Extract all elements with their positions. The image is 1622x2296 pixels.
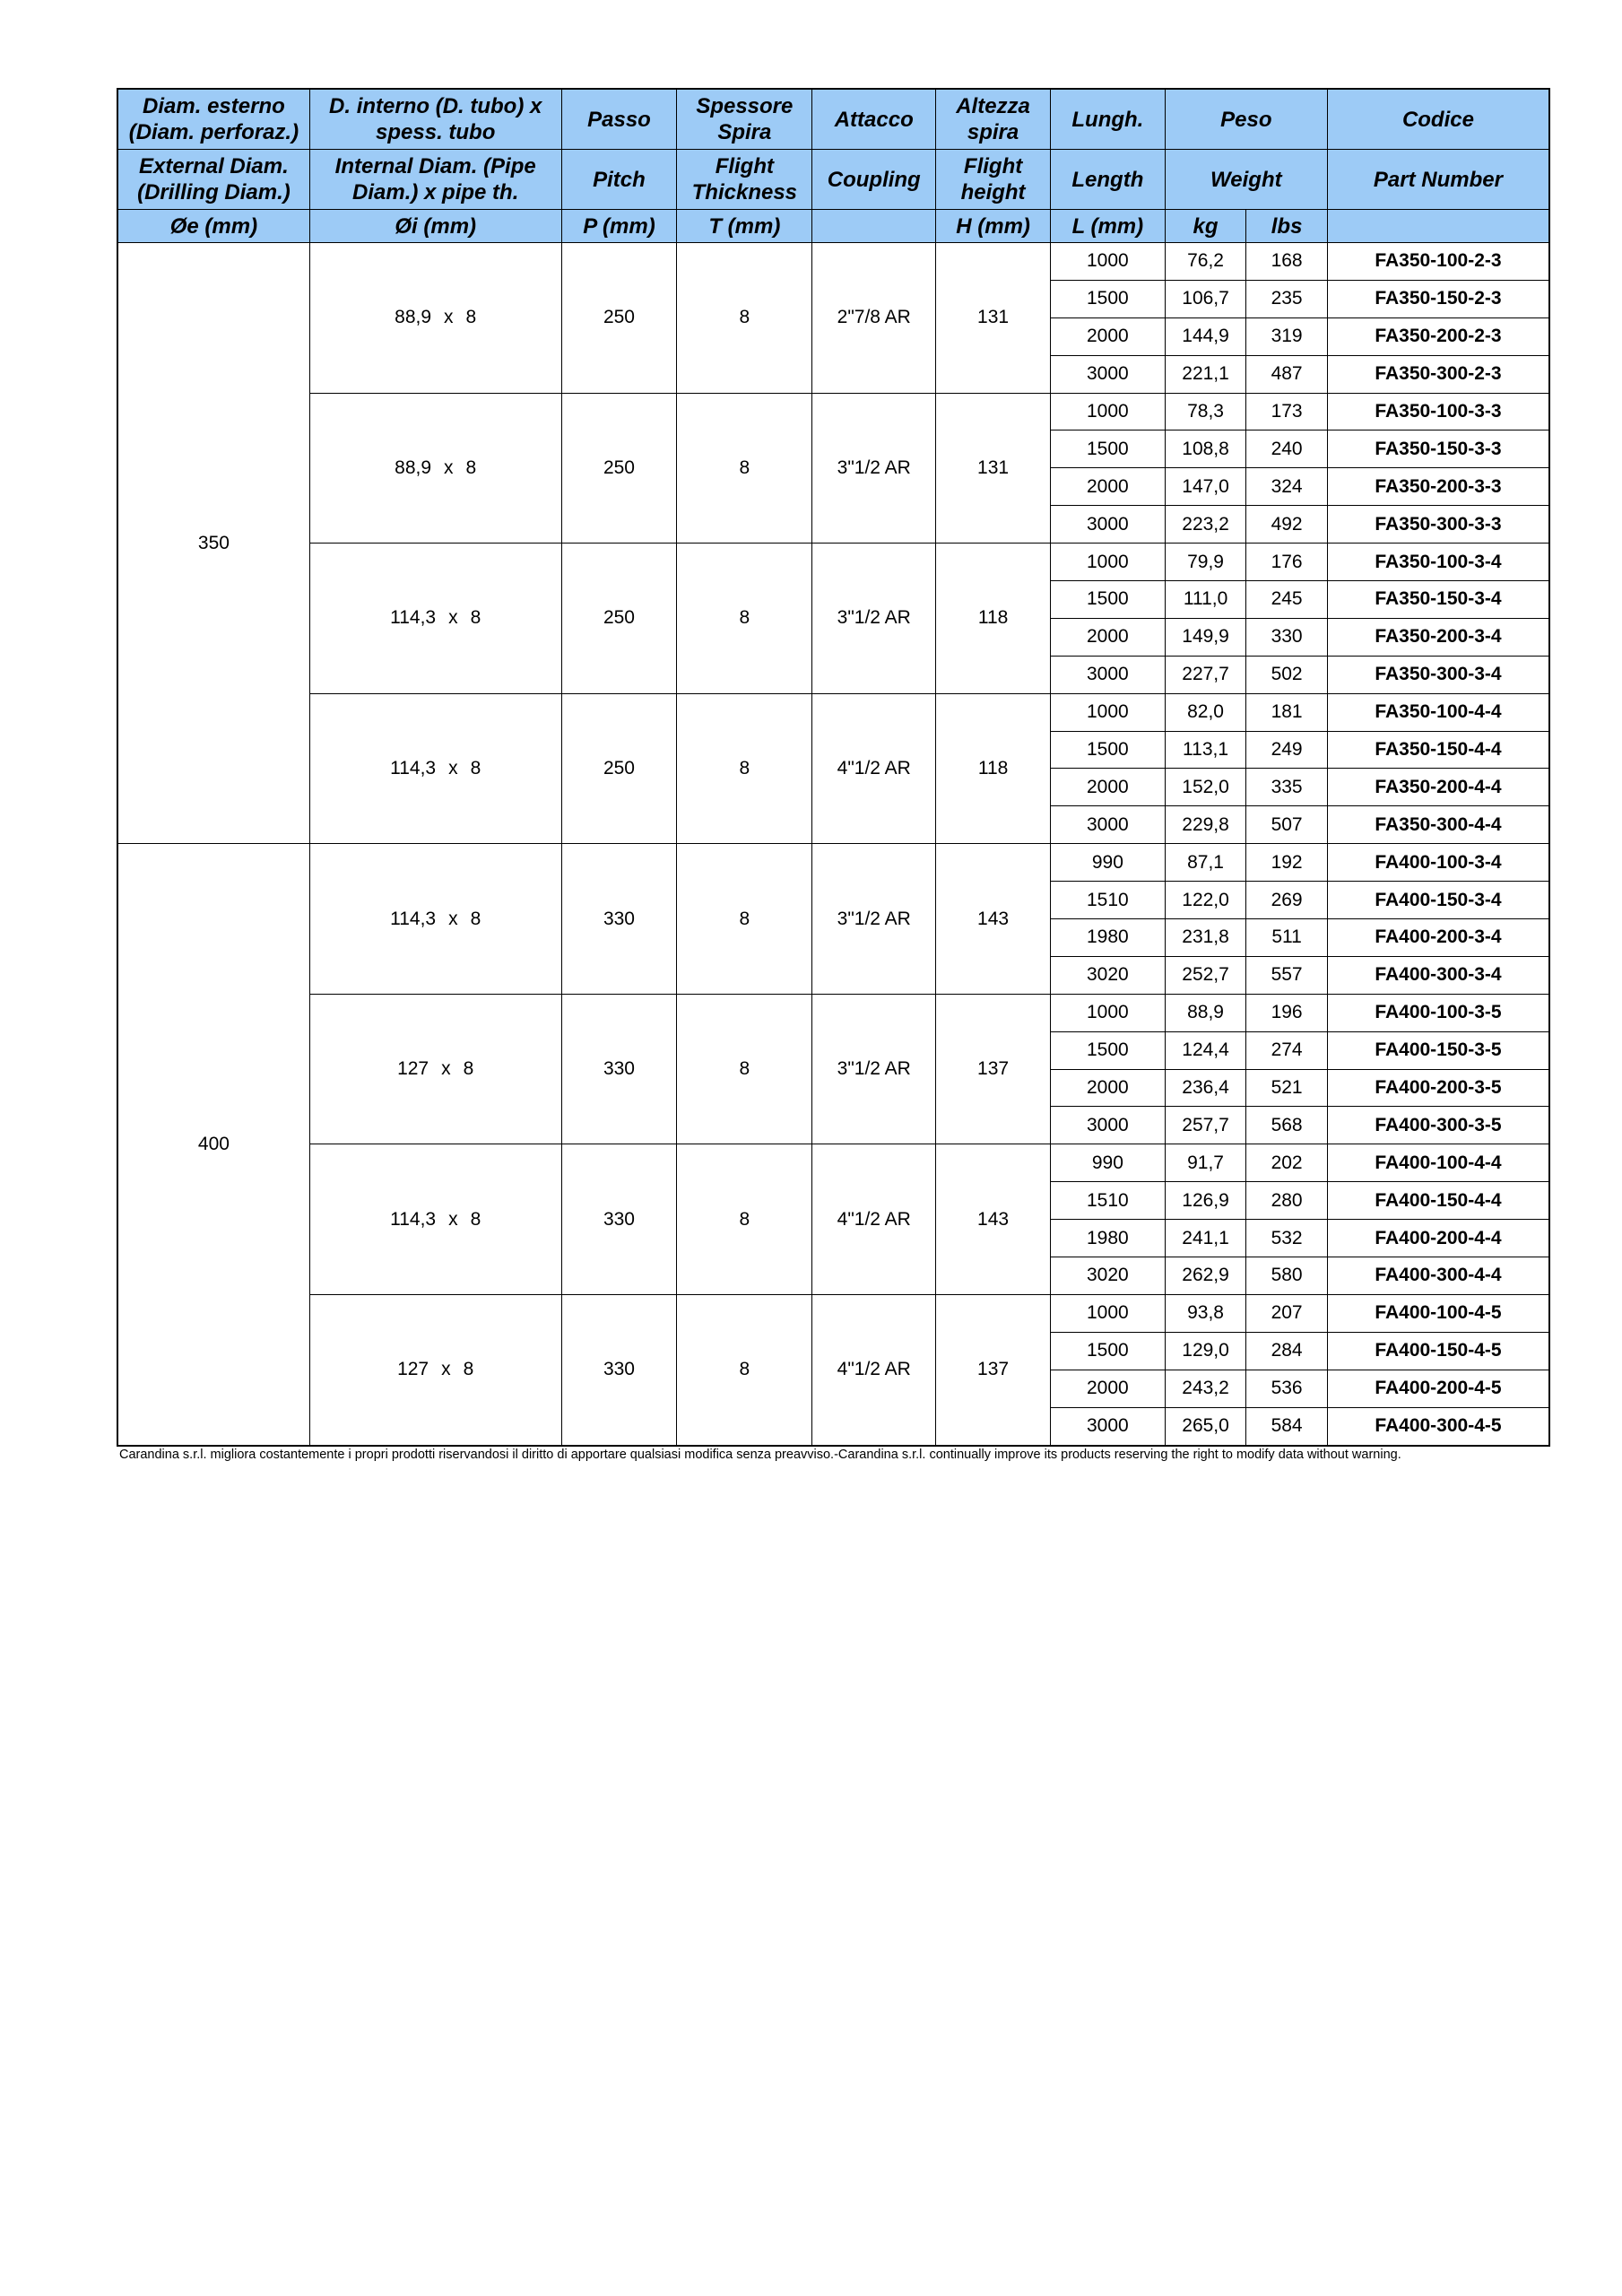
table-row [117,544,1549,581]
header-peso: Peso [1165,89,1327,150]
length-cell: 1000 [1050,393,1165,430]
weight-kg-cell: 223,2 [1165,506,1246,544]
length-cell: 1500 [1050,280,1165,317]
flight-height-cell: 118 [936,544,1051,694]
flight-thickness-cell: 8 [677,393,812,544]
unit-kg: kg [1165,210,1246,243]
pipe-thickness: 8 [470,607,481,629]
weight-kg-cell: 93,8 [1165,1294,1246,1332]
flight-height-cell: 137 [936,994,1051,1144]
length-cell: 990 [1050,1144,1165,1182]
table-header [117,89,1549,243]
weight-lbs-cell: 280 [1246,1182,1328,1220]
length-cell: 3020 [1050,1257,1165,1295]
length-cell: 1500 [1050,1031,1165,1069]
weight-lbs-cell: 568 [1246,1107,1328,1144]
pipe-diameter: 127 [397,1359,429,1380]
flight-height-cell: 143 [936,844,1051,995]
weight-lbs-cell: 492 [1246,506,1328,544]
weight-lbs-cell: 580 [1246,1257,1328,1295]
table-row [117,1144,1549,1182]
header-internal: Internal Diam. (Pipe Diam.) x pipe th. [309,150,561,210]
part-number-cell: FA400-200-4-5 [1327,1370,1549,1407]
header-external: External Diam. (Drilling Diam.) [117,150,309,210]
weight-kg-cell: 229,8 [1165,806,1246,844]
weight-kg-cell: 76,2 [1165,243,1246,281]
part-number-cell: FA400-100-4-4 [1327,1144,1549,1182]
part-number-cell: FA350-300-3-3 [1327,506,1549,544]
times-sign: x [441,1359,451,1380]
unit-code [1327,210,1549,243]
table-row [117,1294,1549,1332]
weight-lbs-cell: 511 [1246,919,1328,957]
weight-lbs-cell: 536 [1246,1370,1328,1407]
part-number-cell: FA350-100-3-4 [1327,544,1549,581]
pipe-thickness: 8 [463,1359,474,1380]
internal-diameter-cell [309,693,561,844]
coupling-cell: 4"1/2 AR [812,1144,936,1295]
internal-diameter-cell [309,1144,561,1295]
part-number-cell: FA400-200-3-5 [1327,1069,1549,1107]
weight-lbs-cell: 249 [1246,731,1328,769]
pipe-thickness: 8 [470,757,481,778]
part-number-cell: FA350-300-4-4 [1327,806,1549,844]
weight-lbs-cell: 284 [1246,1332,1328,1370]
weight-kg-cell: 129,0 [1165,1332,1246,1370]
weight-kg-cell: 149,9 [1165,618,1246,656]
internal-diameter-cell [309,544,561,694]
weight-lbs-cell: 202 [1246,1144,1328,1182]
weight-kg-cell: 231,8 [1165,919,1246,957]
pitch-cell: 250 [561,243,677,394]
weight-kg-cell: 88,9 [1165,994,1246,1031]
length-cell: 3000 [1050,806,1165,844]
times-sign: x [448,908,458,929]
weight-lbs-cell: 557 [1246,956,1328,994]
weight-kg-cell: 221,1 [1165,355,1246,393]
part-number-cell: FA400-100-3-4 [1327,844,1549,882]
pipe-thickness: 8 [470,1208,481,1230]
internal-diameter-cell [309,1294,561,1445]
part-number-cell: FA350-300-3-4 [1327,656,1549,693]
flight-thickness-cell: 8 [677,544,812,694]
length-cell: 2000 [1050,618,1165,656]
header-attacco: Attacco [812,89,936,150]
part-number-cell: FA400-300-4-4 [1327,1257,1549,1295]
weight-lbs-cell: 335 [1246,769,1328,806]
length-cell: 2000 [1050,769,1165,806]
pipe-diameter: 127 [397,1058,429,1080]
length-cell: 2000 [1050,1370,1165,1407]
part-number-cell: FA350-150-2-3 [1327,280,1549,317]
flight-height-cell: 137 [936,1294,1051,1445]
part-number-cell: FA400-150-3-4 [1327,882,1549,919]
weight-lbs-cell: 487 [1246,355,1328,393]
part-number-cell: FA350-150-4-4 [1327,731,1549,769]
weight-lbs-cell: 521 [1246,1069,1328,1107]
length-cell: 3000 [1050,355,1165,393]
internal-diameter-cell [309,844,561,995]
weight-kg-cell: 108,8 [1165,430,1246,468]
coupling-cell: 4"1/2 AR [812,693,936,844]
header-spessore: Spessore Spira [677,89,812,150]
length-cell: 1000 [1050,243,1165,281]
weight-lbs-cell: 240 [1246,430,1328,468]
length-cell: 1510 [1050,1182,1165,1220]
weight-kg-cell: 265,0 [1165,1407,1246,1445]
part-number-cell: FA400-100-4-5 [1327,1294,1549,1332]
pitch-cell: 250 [561,693,677,844]
times-sign: x [448,757,458,778]
table-row [117,994,1549,1031]
external-diameter-cell: 350 [117,243,309,844]
flight-thickness-cell: 8 [677,1294,812,1445]
part-number-cell: FA400-150-4-4 [1327,1182,1549,1220]
weight-lbs-cell: 173 [1246,393,1328,430]
length-cell: 2000 [1050,468,1165,506]
unit-p: P (mm) [561,210,677,243]
weight-kg-cell: 152,0 [1165,769,1246,806]
times-sign: x [444,307,454,328]
weight-lbs-cell: 235 [1246,280,1328,317]
pipe-diameter: 114,3 [390,607,437,629]
header-codice: Codice [1327,89,1549,150]
weight-kg-cell: 106,7 [1165,280,1246,317]
flight-thickness-cell: 8 [677,243,812,394]
times-sign: x [441,1058,451,1080]
table-row [117,693,1549,731]
flight-thickness-cell: 8 [677,693,812,844]
part-number-cell: FA350-100-4-4 [1327,693,1549,731]
coupling-cell: 2"7/8 AR [812,243,936,394]
part-number-cell: FA350-100-3-3 [1327,393,1549,430]
coupling-cell: 3"1/2 AR [812,994,936,1144]
pitch-cell: 250 [561,544,677,694]
flight-thickness-cell: 8 [677,994,812,1144]
weight-lbs-cell: 245 [1246,581,1328,619]
part-number-cell: FA400-200-3-4 [1327,919,1549,957]
weight-kg-cell: 79,9 [1165,544,1246,581]
flight-height-cell: 131 [936,243,1051,394]
unit-oe: Øe (mm) [117,210,309,243]
part-number-cell: FA400-200-4-4 [1327,1220,1549,1257]
flight-height-cell: 143 [936,1144,1051,1295]
weight-lbs-cell: 168 [1246,243,1328,281]
length-cell: 1000 [1050,994,1165,1031]
part-number-cell: FA400-300-4-5 [1327,1407,1549,1445]
weight-lbs-cell: 502 [1246,656,1328,693]
pipe-thickness: 8 [470,908,481,929]
weight-kg-cell: 78,3 [1165,393,1246,430]
pipe-diameter: 88,9 [395,457,432,478]
internal-diameter-cell [309,994,561,1144]
length-cell: 2000 [1050,317,1165,355]
header-flight-height: Flight height [936,150,1051,210]
part-number-cell: FA400-300-3-4 [1327,956,1549,994]
pipe-diameter: 114,3 [390,1208,437,1230]
length-cell: 1980 [1050,919,1165,957]
weight-lbs-cell: 319 [1246,317,1328,355]
part-number-cell: FA350-150-3-3 [1327,430,1549,468]
header-passo: Passo [561,89,677,150]
header-length: Length [1050,150,1165,210]
weight-kg-cell: 236,4 [1165,1069,1246,1107]
length-cell: 3000 [1050,506,1165,544]
weight-kg-cell: 144,9 [1165,317,1246,355]
weight-lbs-cell: 330 [1246,618,1328,656]
length-cell: 1500 [1050,731,1165,769]
part-number-cell: FA400-300-3-5 [1327,1107,1549,1144]
pitch-cell: 330 [561,844,677,995]
header-altezza: Altezza spira [936,89,1051,150]
weight-kg-cell: 257,7 [1165,1107,1246,1144]
pipe-diameter: 114,3 [390,908,437,929]
coupling-cell: 3"1/2 AR [812,544,936,694]
part-number-cell: FA350-150-3-4 [1327,581,1549,619]
length-cell: 3020 [1050,956,1165,994]
weight-lbs-cell: 532 [1246,1220,1328,1257]
unit-t: T (mm) [677,210,812,243]
weight-lbs-cell: 269 [1246,882,1328,919]
times-sign: x [448,607,458,629]
flight-height-cell: 118 [936,693,1051,844]
part-number-cell: FA350-200-3-3 [1327,468,1549,506]
times-sign: x [444,457,454,478]
part-number-cell: FA350-100-2-3 [1327,243,1549,281]
pipe-thickness: 8 [465,457,477,478]
unit-coupling [812,210,936,243]
flight-height-cell: 131 [936,393,1051,544]
length-cell: 1500 [1050,430,1165,468]
table-row [117,243,1549,281]
weight-lbs-cell: 324 [1246,468,1328,506]
coupling-cell: 3"1/2 AR [812,393,936,544]
header-flight-thickness: Flight Thickness [677,150,812,210]
weight-kg-cell: 227,7 [1165,656,1246,693]
part-number-cell: FA400-150-4-5 [1327,1332,1549,1370]
weight-kg-cell: 124,4 [1165,1031,1246,1069]
weight-kg-cell: 82,0 [1165,693,1246,731]
part-number-cell: FA400-150-3-5 [1327,1031,1549,1069]
part-number-cell: FA400-100-3-5 [1327,994,1549,1031]
header-d-interno: D. interno (D. tubo) x spess. tubo [309,89,561,150]
flight-thickness-cell: 8 [677,844,812,995]
weight-kg-cell: 147,0 [1165,468,1246,506]
part-number-cell: FA350-200-3-4 [1327,618,1549,656]
weight-kg-cell: 241,1 [1165,1220,1246,1257]
weight-lbs-cell: 181 [1246,693,1328,731]
pipe-thickness: 8 [465,307,477,328]
weight-lbs-cell: 196 [1246,994,1328,1031]
table-body [117,243,1549,1446]
weight-lbs-cell: 274 [1246,1031,1328,1069]
weight-kg-cell: 111,0 [1165,581,1246,619]
footnote: Carandina s.r.l. migliora costantemente i propri prodotti riservandosi il diritto di apportare qualsiasi modifica senza preavviso.-Carandina s.r.l. continually improve its products reserving the right to modify data without warning. [119,1448,1401,1462]
weight-lbs-cell: 584 [1246,1407,1328,1445]
pipe-diameter: 114,3 [390,757,437,778]
header-weight: Weight [1165,150,1327,210]
weight-kg-cell: 243,2 [1165,1370,1246,1407]
pipe-diameter: 88,9 [395,307,432,328]
coupling-cell: 4"1/2 AR [812,1294,936,1445]
length-cell: 1510 [1050,882,1165,919]
pitch-cell: 250 [561,393,677,544]
weight-kg-cell: 113,1 [1165,731,1246,769]
length-cell: 1500 [1050,581,1165,619]
header-lungh: Lungh. [1050,89,1165,150]
table-row [117,393,1549,430]
weight-kg-cell: 91,7 [1165,1144,1246,1182]
length-cell: 1980 [1050,1220,1165,1257]
weight-kg-cell: 262,9 [1165,1257,1246,1295]
unit-oi: Øi (mm) [309,210,561,243]
length-cell: 3000 [1050,1407,1165,1445]
length-cell: 1000 [1050,693,1165,731]
weight-kg-cell: 252,7 [1165,956,1246,994]
length-cell: 3000 [1050,656,1165,693]
header-pitch: Pitch [561,150,677,210]
pipe-thickness: 8 [463,1058,474,1080]
header-diam-esterno: Diam. esterno (Diam. perforaz.) [117,89,309,150]
weight-lbs-cell: 507 [1246,806,1328,844]
flight-thickness-cell: 8 [677,1144,812,1295]
weight-lbs-cell: 192 [1246,844,1328,882]
unit-lbs: lbs [1246,210,1328,243]
part-number-cell: FA350-300-2-3 [1327,355,1549,393]
pitch-cell: 330 [561,1144,677,1295]
unit-l: L (mm) [1050,210,1165,243]
internal-diameter-cell [309,393,561,544]
length-cell: 3000 [1050,1107,1165,1144]
table-row [117,844,1549,882]
length-cell: 1000 [1050,1294,1165,1332]
weight-kg-cell: 87,1 [1165,844,1246,882]
length-cell: 1000 [1050,544,1165,581]
length-cell: 1500 [1050,1332,1165,1370]
pitch-cell: 330 [561,994,677,1144]
unit-h: H (mm) [936,210,1051,243]
part-number-cell: FA350-200-2-3 [1327,317,1549,355]
internal-diameter-cell [309,243,561,394]
header-coupling: Coupling [812,150,936,210]
length-cell: 2000 [1050,1069,1165,1107]
weight-kg-cell: 126,9 [1165,1182,1246,1220]
coupling-cell: 3"1/2 AR [812,844,936,995]
times-sign: x [448,1208,458,1230]
weight-lbs-cell: 207 [1246,1294,1328,1332]
part-number-cell: FA350-200-4-4 [1327,769,1549,806]
weight-lbs-cell: 176 [1246,544,1328,581]
external-diameter-cell: 400 [117,844,309,1446]
spec-table [117,88,1550,1447]
weight-kg-cell: 122,0 [1165,882,1246,919]
pitch-cell: 330 [561,1294,677,1445]
length-cell: 990 [1050,844,1165,882]
header-part-number: Part Number [1327,150,1549,210]
